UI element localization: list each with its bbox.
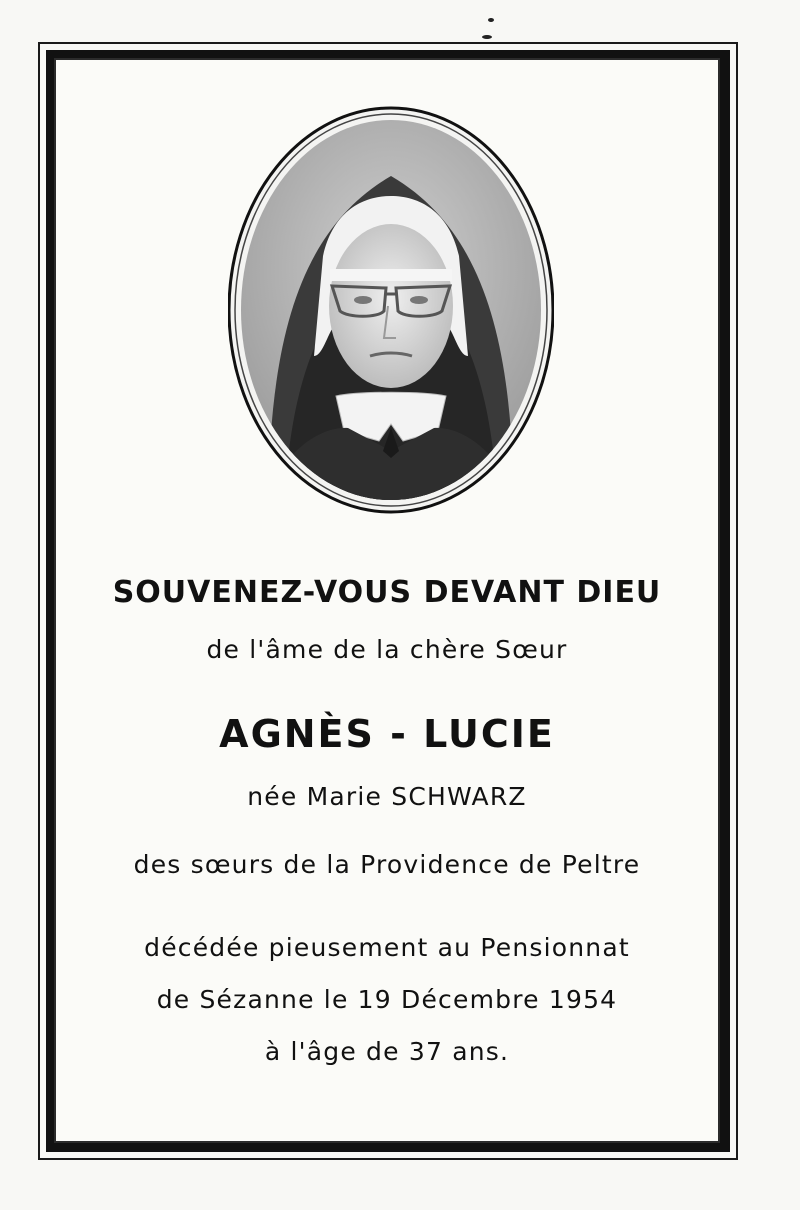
portrait-photo bbox=[228, 106, 554, 514]
portrait-photo-icon bbox=[228, 106, 554, 514]
deceased-name: AGNÈS - LUCIE bbox=[219, 712, 555, 756]
soul-line: de l'âme de la chère Sœur bbox=[206, 635, 568, 664]
remembrance-heading: SOUVENEZ-VOUS DEVANT DIEU bbox=[112, 575, 662, 610]
print-speck bbox=[482, 35, 492, 39]
death-place-line: décédée pieusement au Pensionnat bbox=[144, 933, 630, 962]
congregation-line: des sœurs de la Providence de Peltre bbox=[133, 850, 641, 879]
print-speck bbox=[488, 18, 494, 22]
death-date-line: de Sézanne le 19 Décembre 1954 bbox=[156, 985, 618, 1014]
birth-name-line: née Marie SCHWARZ bbox=[247, 782, 527, 811]
age-line: à l'âge de 37 ans. bbox=[264, 1037, 510, 1066]
